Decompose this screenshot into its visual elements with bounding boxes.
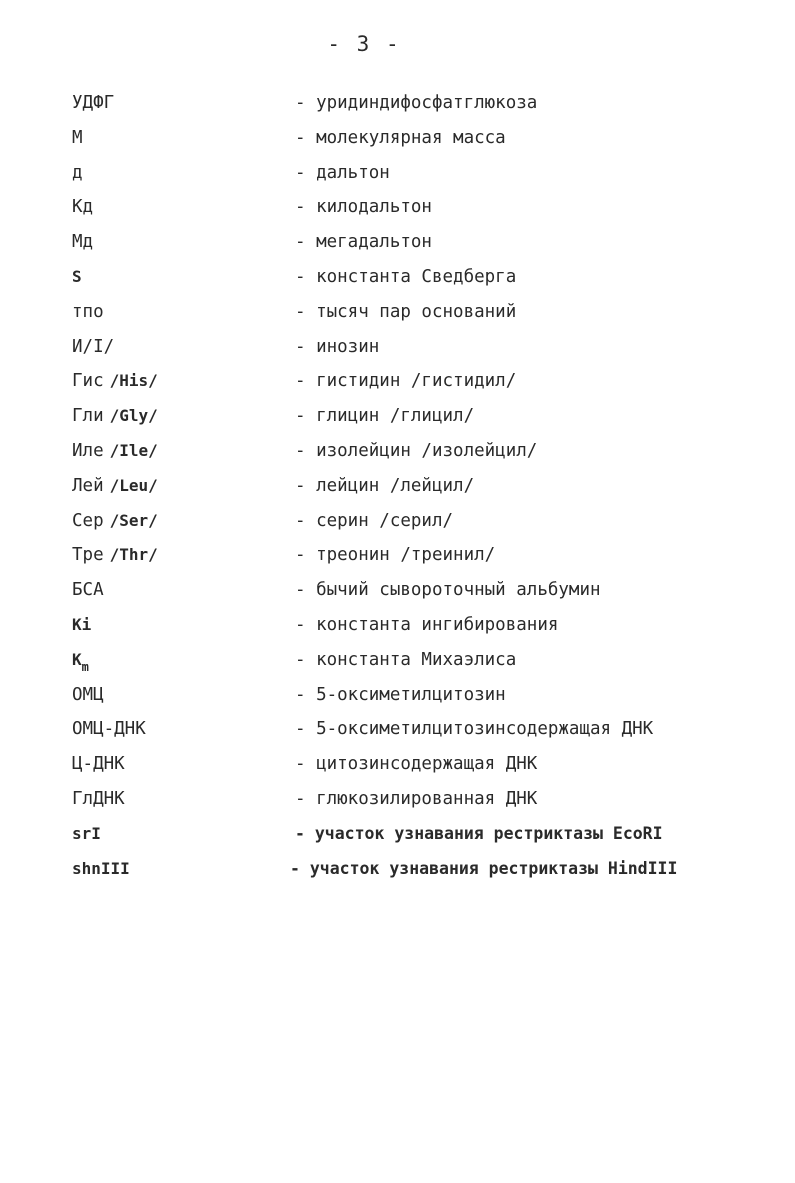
abbreviation-symbol: K bbox=[72, 649, 82, 669]
abbreviation-cyrillic: Тре bbox=[72, 545, 104, 566]
list-item bbox=[72, 371, 772, 406]
definition: - молекулярная масса bbox=[295, 127, 506, 148]
list-item bbox=[72, 580, 772, 615]
abbreviation: Ц-ДНК bbox=[72, 754, 125, 775]
abbreviation-cyrillic: Гис bbox=[72, 371, 104, 392]
definition: - уридиндифосфатглюкоза bbox=[295, 93, 538, 113]
list-item bbox=[72, 197, 772, 232]
definition: - участок узнавания рестриктазы EcoRI bbox=[295, 823, 663, 843]
definition: - константа ингибирования bbox=[295, 614, 559, 635]
list-item bbox=[72, 511, 772, 546]
list-item bbox=[72, 650, 772, 685]
definition: - глицин /глицил/ bbox=[295, 406, 475, 427]
definition: - 5-оксиметилцитозин bbox=[295, 684, 506, 705]
abbreviation: shnIII bbox=[72, 858, 130, 878]
definition: - константа Сведберга bbox=[295, 266, 517, 287]
definition: - глюкозилированная ДНК bbox=[295, 788, 538, 809]
abbreviation-subscript: m bbox=[81, 659, 89, 674]
abbreviation bbox=[72, 476, 295, 496]
list-item bbox=[72, 789, 772, 824]
list-item bbox=[72, 615, 772, 650]
abbreviation: ОМЦ bbox=[72, 684, 104, 705]
definition: - бычий сывороточный альбумин bbox=[295, 580, 601, 601]
list-item bbox=[72, 754, 772, 789]
abbreviation-latin: /Ile/ bbox=[109, 440, 158, 460]
list-item bbox=[72, 545, 772, 580]
page-number: - 3 - bbox=[327, 32, 401, 56]
definition: - дальтон bbox=[295, 162, 390, 183]
definition: - килодальтон bbox=[295, 197, 432, 218]
list-item bbox=[72, 128, 772, 163]
abbreviation-latin: /Gly/ bbox=[109, 406, 158, 426]
list-item bbox=[72, 476, 772, 511]
abbreviation: д bbox=[72, 162, 83, 183]
abbreviation-cyrillic: Сер bbox=[72, 510, 104, 531]
list-item bbox=[72, 163, 772, 198]
abbreviation: Ki bbox=[72, 614, 92, 634]
list-item bbox=[72, 267, 772, 302]
abbreviation: Кд bbox=[72, 197, 94, 218]
abbreviation: ОМЦ-ДНК bbox=[72, 719, 146, 740]
list-item bbox=[72, 441, 772, 476]
definition: - гистидин /гистидил/ bbox=[295, 371, 517, 392]
abbreviation bbox=[72, 650, 295, 674]
abbreviation: ГлДНК bbox=[72, 788, 125, 809]
abbreviation bbox=[72, 441, 295, 461]
abbreviation-cyrillic: Гли bbox=[72, 406, 104, 427]
abbreviation bbox=[72, 545, 295, 565]
abbreviation bbox=[72, 371, 295, 391]
list-item bbox=[72, 685, 772, 720]
abbreviation: БСА bbox=[72, 580, 104, 601]
list-item bbox=[72, 232, 772, 267]
abbreviation-latin: /His/ bbox=[109, 371, 158, 391]
list-item bbox=[72, 719, 772, 754]
list-item bbox=[72, 93, 772, 128]
abbreviation: УДФГ bbox=[72, 93, 115, 113]
abbreviation-cyrillic: Иле bbox=[72, 440, 104, 461]
definition: - 5-оксиметилцитозинсодержащая ДНК bbox=[295, 719, 654, 740]
abbreviation-latin: /Thr/ bbox=[109, 545, 158, 565]
list-item bbox=[72, 337, 772, 372]
abbreviation-latin: /Leu/ bbox=[109, 475, 158, 495]
list-item bbox=[72, 406, 772, 441]
abbreviation: И/I/ bbox=[72, 336, 115, 357]
definition: - константа Михаэлиса bbox=[295, 649, 517, 670]
definition: - лейцин /лейцил/ bbox=[295, 475, 475, 496]
definition: - серин /серил/ bbox=[295, 510, 454, 531]
abbreviation: S bbox=[72, 266, 82, 286]
abbreviation bbox=[72, 511, 295, 531]
definition: - изолейцин /изолейцил/ bbox=[295, 440, 538, 461]
list-item bbox=[72, 824, 772, 859]
definition: - инозин bbox=[295, 336, 380, 357]
definition: - мегадальтон bbox=[295, 232, 432, 253]
abbreviation: М bbox=[72, 127, 83, 148]
abbreviation: тпо bbox=[72, 301, 104, 322]
definition: - цитозинсодержащая ДНК bbox=[295, 754, 538, 775]
abbreviation: Мд bbox=[72, 232, 94, 253]
definition: - треонин /треинил/ bbox=[295, 545, 496, 566]
list-item bbox=[72, 302, 772, 337]
definition: - тысяч пар оснований bbox=[295, 301, 517, 322]
definition: - участок узнавания рестриктазы HindIII bbox=[290, 858, 678, 878]
list-item bbox=[72, 859, 772, 894]
abbreviation-cyrillic: Лей bbox=[72, 475, 104, 496]
abbreviation bbox=[72, 406, 295, 426]
abbreviation-list bbox=[72, 93, 772, 893]
abbreviation-latin: /Ser/ bbox=[109, 510, 158, 530]
abbreviation: srI bbox=[72, 823, 101, 843]
